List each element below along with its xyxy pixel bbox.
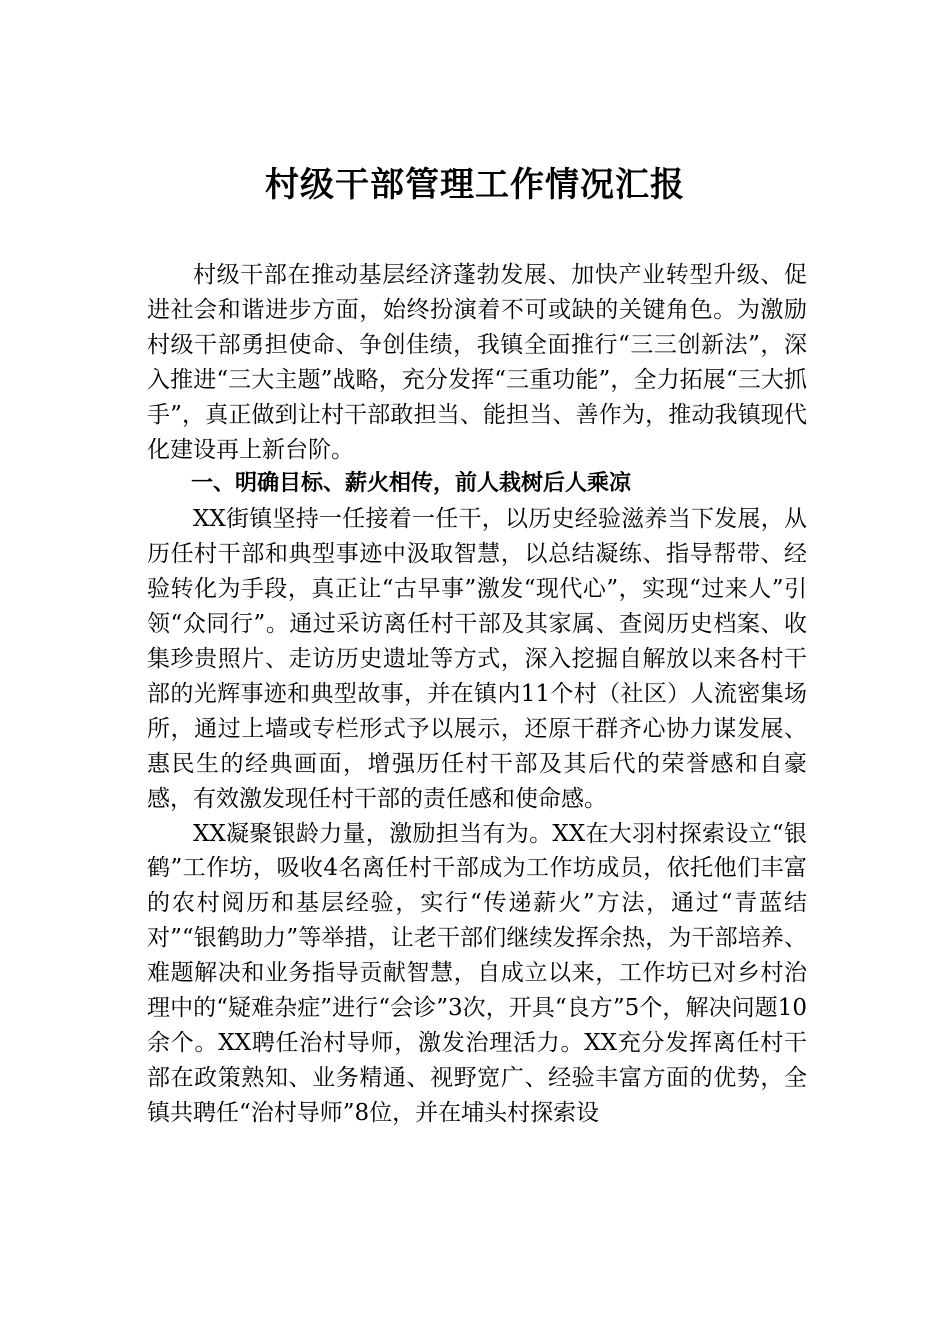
document-title: 村级干部管理工作情况汇报	[265, 165, 685, 205]
section-paragraph-1: XX街镇坚持一任接着一任干，以历史经验滋养当下发展，从历任村干部和典型事迹中汲取智慧，以总结凝练、指导帮带、经验转化为手段，真正让“古早事”激发“现代心”，实现“过来人”引领“众同行”。通过采访离任村干部及其家属、查阅历史档案、收集珍贵照片、走访历史遗址等方式，深入挖掘自解放以来各村干部的光辉事迹和典型故事，并在镇内11个村（社区）人流密集场所，通过上墙或专栏形式予以展示，还原干群齐心协力谋发展、惠民生的经典画面，增强历任村干部及其后代的荣誉感和自豪感，有效激发现任村干部的责任感和使命感。	[147, 506, 807, 812]
section-paragraph-2: XX凝聚银龄力量，激励担当有为。XX在大羽村探索设立“银鹤”工作坊，吸收4名离任村干部成为工作坊成员，依托他们丰富的农村阅历和基层经验，实行“传递薪火”方法，通过“青蓝结对”“银鹤助力”等举措，让老干部们继续发挥余热，为干部培养、难题解决和业务指导贡献智慧，自成立以来，工作坊已对乡村治理中的“疑难杂症”进行“会诊”3次，开具“良方”5个，解决问题10余个。XX聘任治村导师，激发治理活力。XX充分发挥离任村干部在政策熟知、业务精通、视野宽广、经验丰富方面的优势，全镇共聘任“治村导师”8位，并在埔头村探索设	[147, 820, 807, 1126]
document-body	[147, 258, 807, 1131]
intro-paragraph: 村级干部在推动基层经济蓬勃发展、加快产业转型升级、促进社会和谐进步方面，始终扮演着不可或缺的关键角色。为激励村级干部勇担使命、争创佳绩，我镇全面推行“三三创新法”，深入推进“三大主题”战略，充分发挥“三重功能”，全力拓展“三大抓手”，真正做到让村干部敢担当、能担当、善作为，推动我镇现代化建设再上新台阶。	[147, 262, 807, 463]
section-heading: 一、明确目标、薪火相传，前人栽树后人乘凉	[191, 471, 632, 497]
